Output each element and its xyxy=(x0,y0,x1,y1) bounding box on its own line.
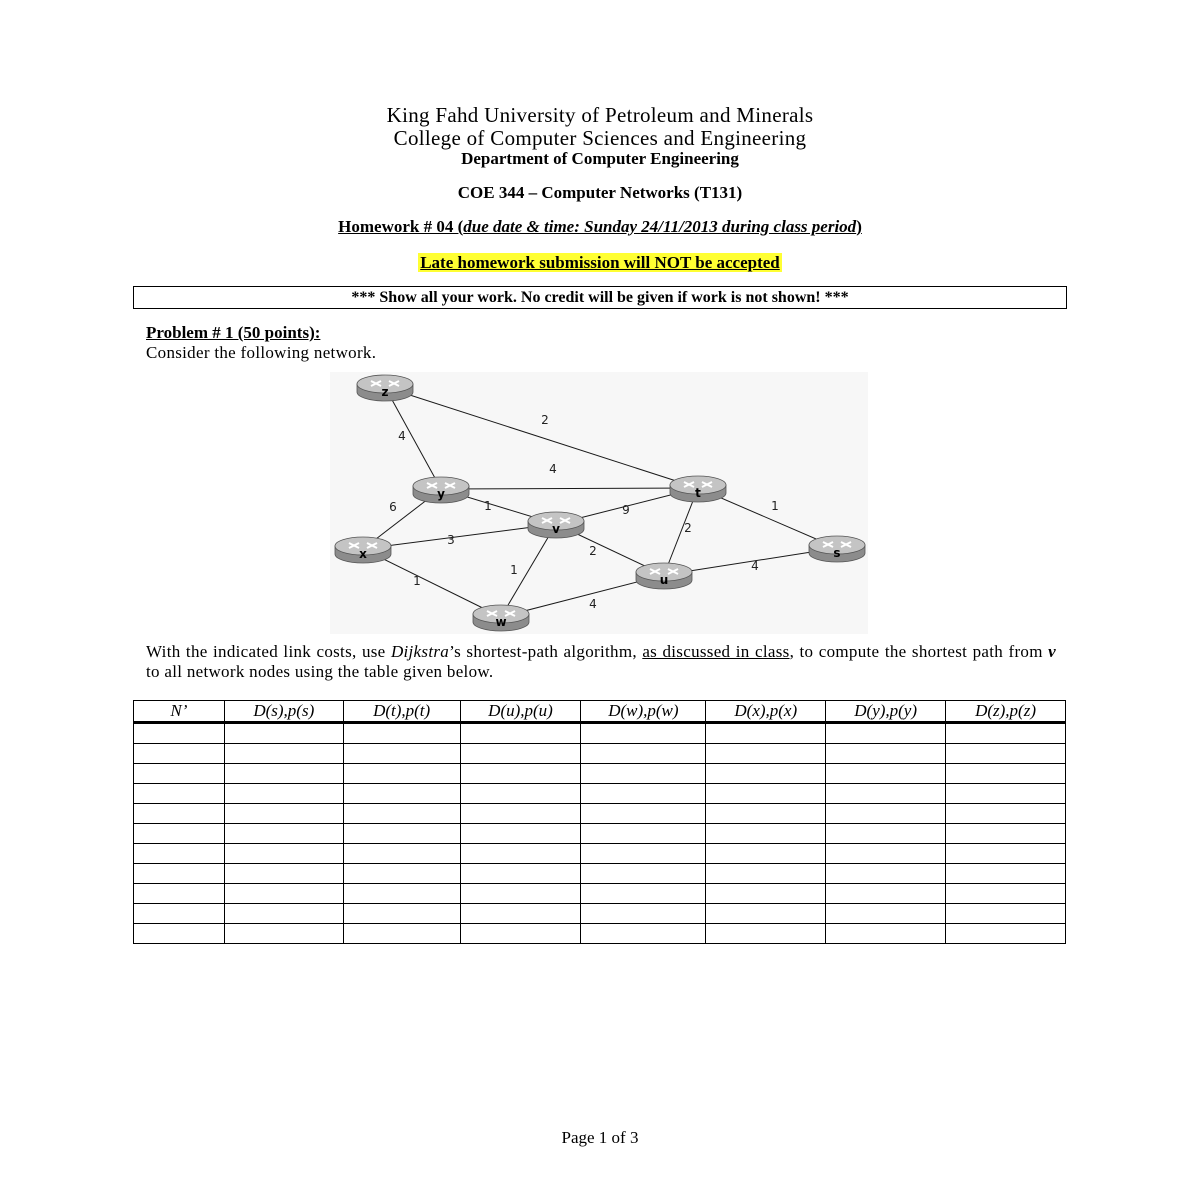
table-cell xyxy=(826,884,946,904)
table-cell xyxy=(343,723,460,744)
column-header: N’ xyxy=(134,701,225,723)
table-cell xyxy=(581,864,706,884)
table-cell xyxy=(134,764,225,784)
table-cell xyxy=(460,744,581,764)
table-cell xyxy=(581,784,706,804)
table-header-row xyxy=(134,701,1066,723)
column-header: D(w),p(w) xyxy=(581,701,706,723)
table-cell xyxy=(224,744,343,764)
table-cell xyxy=(706,764,826,784)
table-cell xyxy=(581,723,706,744)
table-cell xyxy=(224,723,343,744)
table-cell xyxy=(343,864,460,884)
problem-instructions: With the indicated link costs, use Dijkstra’s shortest-path algorithm, as discussed in class, to compute the shortest path from v to all network nodes using the table given below. xyxy=(146,642,1057,681)
table-cell xyxy=(343,904,460,924)
problem-intro: Consider the following network. xyxy=(146,343,377,362)
table-row xyxy=(134,884,1066,904)
homework-line: Homework # 04 (due date & time: Sunday 24/11/2013 during class period) xyxy=(338,217,862,236)
table-cell xyxy=(343,744,460,764)
table-cell xyxy=(706,804,826,824)
table-row xyxy=(134,844,1066,864)
table-cell xyxy=(343,884,460,904)
link-cost-label: 3 xyxy=(447,533,455,547)
due-date: due date & time: Sunday 24/11/2013 during class period xyxy=(463,217,857,236)
column-header: D(s),p(s) xyxy=(224,701,343,723)
router-label: v xyxy=(552,522,560,536)
router-v-icon xyxy=(528,512,584,538)
table-cell xyxy=(460,864,581,884)
router-u-icon xyxy=(636,563,692,589)
router-w-icon xyxy=(473,605,529,631)
table-cell xyxy=(224,844,343,864)
column-header: D(y),p(y) xyxy=(826,701,946,723)
network-diagram xyxy=(330,372,868,634)
table-cell xyxy=(706,904,826,924)
table-cell xyxy=(134,904,225,924)
table-row xyxy=(134,804,1066,824)
table-cell xyxy=(706,824,826,844)
table-cell xyxy=(826,864,946,884)
table-cell xyxy=(581,764,706,784)
router-s-icon xyxy=(809,536,865,562)
table-cell xyxy=(224,884,343,904)
table-cell xyxy=(946,744,1066,764)
source-node: v xyxy=(1048,642,1057,661)
table-cell xyxy=(826,744,946,764)
router-label: u xyxy=(659,573,669,587)
table-cell xyxy=(946,844,1066,864)
router-label: z xyxy=(381,385,389,399)
table-cell xyxy=(826,723,946,744)
table-cell xyxy=(224,804,343,824)
table-cell xyxy=(134,744,225,764)
link-x-v xyxy=(363,524,556,549)
table-cell xyxy=(134,864,225,884)
page-number: Page 1 of 3 xyxy=(561,1128,639,1147)
table-cell xyxy=(224,824,343,844)
column-header: D(x),p(x) xyxy=(706,701,826,723)
table-cell xyxy=(134,804,225,824)
university-name: King Fahd University of Petroleum and Minerals xyxy=(386,103,814,127)
router-label: s xyxy=(833,546,841,560)
table-cell xyxy=(134,884,225,904)
table-cell xyxy=(826,904,946,924)
table-cell xyxy=(826,824,946,844)
link-cost-label: 9 xyxy=(622,503,630,517)
table-cell xyxy=(581,904,706,924)
link-cost-label: 2 xyxy=(684,521,692,535)
table-cell xyxy=(224,864,343,884)
table-cell xyxy=(460,884,581,904)
router-z-icon xyxy=(357,375,413,401)
table-cell xyxy=(134,723,225,744)
course-title: COE 344 – Computer Networks (T131) xyxy=(457,183,743,202)
table-row xyxy=(134,744,1066,764)
link-cost-label: 6 xyxy=(389,500,397,514)
table-cell xyxy=(946,824,1066,844)
table-cell xyxy=(946,804,1066,824)
table-cell xyxy=(224,924,343,944)
table-cell xyxy=(826,804,946,824)
table-cell xyxy=(460,904,581,924)
link-cost-label: 4 xyxy=(398,429,406,443)
table-cell xyxy=(946,784,1066,804)
table-cell xyxy=(343,804,460,824)
table-cell xyxy=(224,784,343,804)
link-cost-label: 1 xyxy=(771,499,779,513)
router-t-icon xyxy=(670,476,726,502)
router-label: y xyxy=(437,487,445,501)
table-cell xyxy=(946,764,1066,784)
table-cell xyxy=(343,784,460,804)
router-y-icon xyxy=(413,477,469,503)
table-row xyxy=(134,824,1066,844)
link-cost-label: 1 xyxy=(484,499,492,513)
table-cell xyxy=(706,864,826,884)
link-cost-label: 2 xyxy=(541,413,549,427)
show-work-notice: *** Show all your work. No credit will be given if work is not shown! *** xyxy=(133,286,1067,309)
table-cell xyxy=(581,744,706,764)
table-cell xyxy=(343,764,460,784)
link-cost-label: 1 xyxy=(413,574,421,588)
table-cell xyxy=(460,824,581,844)
table-cell xyxy=(343,844,460,864)
table-row xyxy=(134,864,1066,884)
table-cell xyxy=(460,844,581,864)
table-cell xyxy=(460,804,581,824)
router-label: x xyxy=(359,547,367,561)
dijkstra-table xyxy=(133,700,1066,944)
table-cell xyxy=(581,884,706,904)
table-cell xyxy=(946,723,1066,744)
table-cell xyxy=(134,824,225,844)
router-x-icon xyxy=(335,537,391,563)
table-cell xyxy=(706,844,826,864)
table-row xyxy=(134,924,1066,944)
table-cell xyxy=(581,924,706,944)
table-cell xyxy=(706,744,826,764)
table-cell xyxy=(460,764,581,784)
table-cell xyxy=(343,924,460,944)
table-cell xyxy=(946,904,1066,924)
problem-title: Problem # 1 (50 points): xyxy=(146,323,321,342)
table-cell xyxy=(826,764,946,784)
table-cell xyxy=(706,924,826,944)
table-cell xyxy=(706,884,826,904)
table-cell xyxy=(134,784,225,804)
table-cell xyxy=(826,924,946,944)
table-cell xyxy=(706,784,826,804)
table-cell xyxy=(581,804,706,824)
table-cell xyxy=(343,824,460,844)
table-cell xyxy=(224,764,343,784)
department-name: Department of Computer Engineering xyxy=(461,149,739,168)
late-notice: Late homework submission will NOT be accepted xyxy=(420,253,780,272)
table-cell xyxy=(826,844,946,864)
link-cost-label: 4 xyxy=(751,559,759,573)
router-label: t xyxy=(695,486,701,500)
table-cell xyxy=(134,924,225,944)
router-label: w xyxy=(495,615,507,629)
table-cell xyxy=(826,784,946,804)
link-cost-label: 4 xyxy=(589,597,597,611)
link-y-t xyxy=(441,488,698,489)
college-name: College of Computer Sciences and Engineering xyxy=(393,126,807,150)
table-cell xyxy=(460,723,581,744)
table-cell xyxy=(946,924,1066,944)
column-header: D(z),p(z) xyxy=(946,701,1066,723)
table-cell xyxy=(460,784,581,804)
table-cell xyxy=(946,864,1066,884)
table-cell xyxy=(460,924,581,944)
link-cost-label: 1 xyxy=(510,563,518,577)
table-cell xyxy=(946,884,1066,904)
table-cell xyxy=(134,844,225,864)
column-header: D(u),p(u) xyxy=(460,701,581,723)
table-cell xyxy=(581,824,706,844)
table-cell xyxy=(581,844,706,864)
table-row xyxy=(134,784,1066,804)
column-header: D(t),p(t) xyxy=(343,701,460,723)
algorithm-name: Dijkstra xyxy=(390,642,450,661)
table-cell xyxy=(224,904,343,924)
link-cost-label: 4 xyxy=(549,462,557,476)
table-row xyxy=(134,904,1066,924)
link-cost-label: 2 xyxy=(589,544,597,558)
network-graph xyxy=(330,372,868,634)
table-row xyxy=(134,723,1066,744)
table-cell xyxy=(706,723,826,744)
table-row xyxy=(134,764,1066,784)
